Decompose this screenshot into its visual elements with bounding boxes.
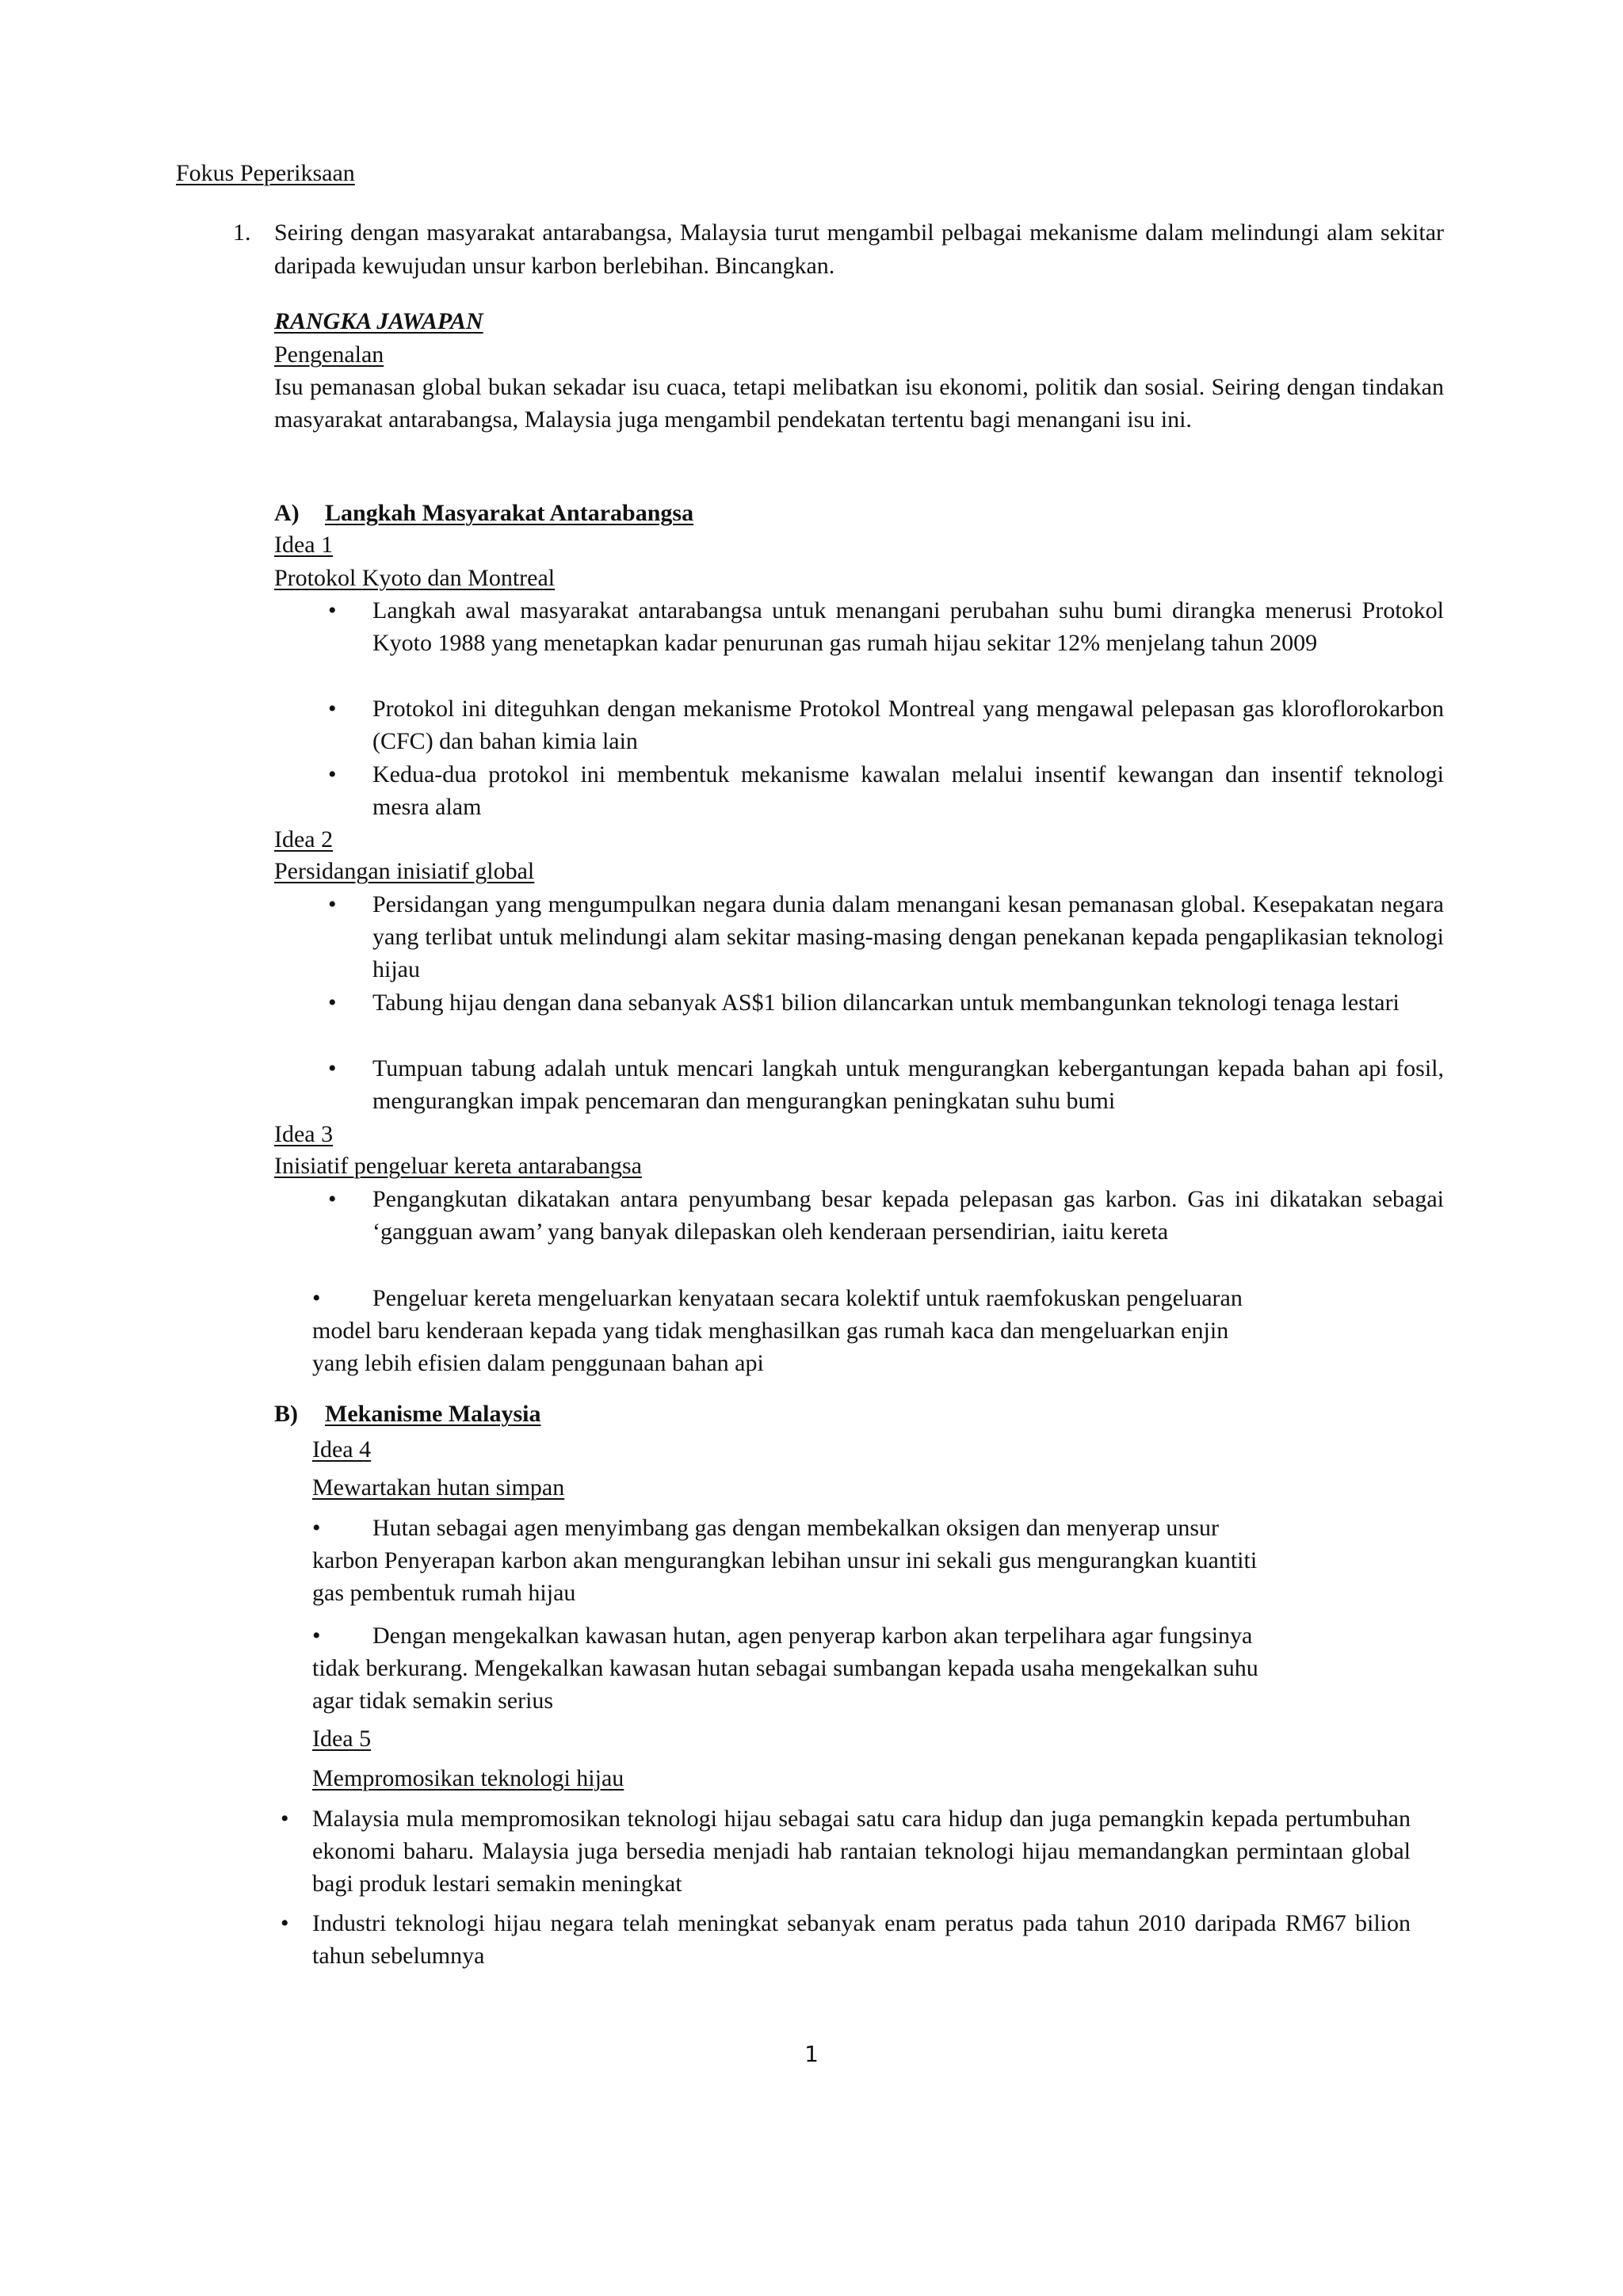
list-item-text: Tabung hijau dengan dana sebanyak AS$1 bilion dilancarkan untuk membangunkan teknologi tenaga lestari [372,990,1400,1016]
idea-2-title: Persidangan inisiatif global [274,858,535,884]
list-item [328,594,1444,692]
idea-4-paragraph-2 [312,1619,1411,1717]
list-item-text: Persidangan yang mengumpulkan negara dunia dalam menangani kesan pemanasan global. Kesepakatan negara yang terlibat untuk melindungi alam sekitar masing-masing dengan penekanan kepada pengaplikasian teknologi hijau [372,891,1444,982]
list-item-text: Tumpuan tabung adalah untuk mencari langkah untuk mengurangkan kebergantungan kepada bahan api fosil, mengurangkan impak pencemaran dan mengurangkan peningkatan suhu bumi [372,1055,1444,1114]
list-item-text: Pengangkutan dikatakan antara penyumbang besar kepada pelepasan gas karbon. Gas ini dikatakan sebagai ‘gangguan awam’ yang banyak dilepaskan oleh kenderaan persendirian, iaitu kereta [372,1186,1444,1245]
list-item [328,888,1444,986]
idea-5-title: Mempromosikan teknologi hijau [312,1765,624,1791]
list-item-text: Malaysia mula mempromosikan teknologi hijau sebagai satu cara hidup dan juga pemangkin kepada pertumbuhan ekonomi baharu. Malaysia juga bersedia menjadi hab rantaian teknologi hijau memandangkan permintaan global bagi produk lestari semakin meningkat [312,1806,1411,1897]
list-item [281,1802,1411,1907]
outline-title: RANGKA JAWAPAN [274,308,483,334]
intro-paragraph: Isu pemanasan global bukan sekadar isu cuaca, tetapi melibatkan isu ekonomi, politik dan sosial. Seiring dengan tindakan masyarakat antarabangsa, Malaysia juga mengambil pendekatan tertentu bagi menangani isu ini. [274,374,1444,433]
section-b-heading [274,1398,540,1431]
list-item [281,1907,1411,1972]
idea-3-paragraph [312,1282,1390,1379]
paragraph-line: yang lebih efisien dalam penggunaan bahan api [312,1350,764,1376]
paragraph-line: Pengeluar kereta mengeluarkan kenyataan secara kolektif untuk raemfokuskan pengeluaran [372,1285,1243,1311]
idea-1-bullet-list [328,594,1444,823]
page-number: 1 [804,2041,819,2067]
idea-5-label: Idea 5 [312,1726,372,1752]
list-item [328,758,1444,823]
list-item-text: Industri teknologi hijau negara telah meningkat sebanyak enam peratus pada tahun 2010 daripada RM67 bilion tahun sebelumnya [312,1910,1411,1969]
section-a-heading [274,497,693,530]
idea-3-label: Idea 3 [274,1121,334,1147]
list-item-text: Protokol ini diteguhkan dengan mekanisme Protokol Montreal yang mengawal pelepasan gas kloroflorokarbon (CFC) dan bahan kimia lain [372,696,1444,754]
paragraph-line: agar tidak semakin serius [312,1688,554,1714]
bullet-icon: • [328,891,337,917]
bullet-icon: • [328,696,337,722]
idea-3-bullet-list [328,1183,1444,1286]
question-number: 1. [233,219,251,246]
bullet-icon: • [312,1515,321,1541]
paragraph-line: Dengan mengekalkan kawasan hutan, agen penyerap karbon akan terpelihara agar fungsinya [372,1623,1253,1649]
idea-1-label: Idea 1 [274,532,334,558]
paragraph-line: karbon Penyerapan karbon akan mengurangkan lebihan unsur ini sekali gus mengurangkan kuantiti [312,1547,1258,1573]
bullet-icon: • [312,1285,321,1311]
bullet-icon: • [281,1910,289,1936]
list-item [328,692,1444,758]
bullet-icon: • [328,1055,337,1081]
bullet-icon: • [328,990,337,1016]
list-item-text: Kedua-dua protokol ini membentuk mekanisme kawalan melalui insentif kewangan dan insentif teknologi mesra alam [372,761,1444,820]
paragraph-line: Hutan sebagai agen menyimbang gas dengan membekalkan oksigen dan menyerap unsur [372,1515,1220,1541]
section-a-letter: A) [274,500,300,526]
list-item-text: Langkah awal masyarakat antarabangsa untuk menangani perubahan suhu bumi dirangka menerusi Protokol Kyoto 1988 yang menetapkan kadar penurunan gas rumah hijau sekitar 12% menjelang tahun 2009 [372,597,1444,656]
idea-5-bullet-list [281,1802,1411,1972]
idea-3-title: Inisiatif pengeluar kereta antarabangsa [274,1153,642,1179]
list-item [328,986,1444,1052]
intro-heading: Pengenalan [274,341,384,368]
idea-2-bullet-list [328,888,1444,1117]
list-item [328,1052,1444,1117]
section-a-title: Langkah Masyarakat Antarabangsa [325,500,694,526]
paragraph-line: model baru kenderaan kepada yang tidak menghasilkan gas rumah kaca dan mengeluarkan enjin [312,1318,1229,1344]
idea-4-paragraph-1 [312,1512,1411,1609]
bullet-icon: • [328,761,337,788]
bullet-icon: • [312,1623,321,1649]
list-item [328,1183,1444,1286]
section-b-letter: B) [274,1401,298,1427]
question-text: Seiring dengan masyarakat antarabangsa, Malaysia turut mengambil pelbagai mekanisme dalam melindungi alam sekitar daripada kewujudan unsur karbon berlebihan. Bincangkan. [274,219,1444,279]
idea-2-label: Idea 2 [274,826,334,852]
section-b-title: Mekanisme Malaysia [325,1401,541,1427]
paragraph-line: tidak berkurang. Mengekalkan kawasan hutan sebagai sumbangan kepada usaha mengekalkan suhu [312,1655,1258,1681]
bullet-icon: • [281,1806,289,1832]
idea-4-title: Mewartakan hutan simpan [312,1474,565,1501]
idea-4-label: Idea 4 [312,1436,372,1463]
page-title: Fokus Peperiksaan [176,160,355,186]
bullet-icon: • [328,597,337,624]
idea-1-title: Protokol Kyoto dan Montreal [274,565,556,591]
bullet-icon: • [328,1186,337,1212]
paragraph-line: gas pembentuk rumah hijau [312,1580,576,1606]
